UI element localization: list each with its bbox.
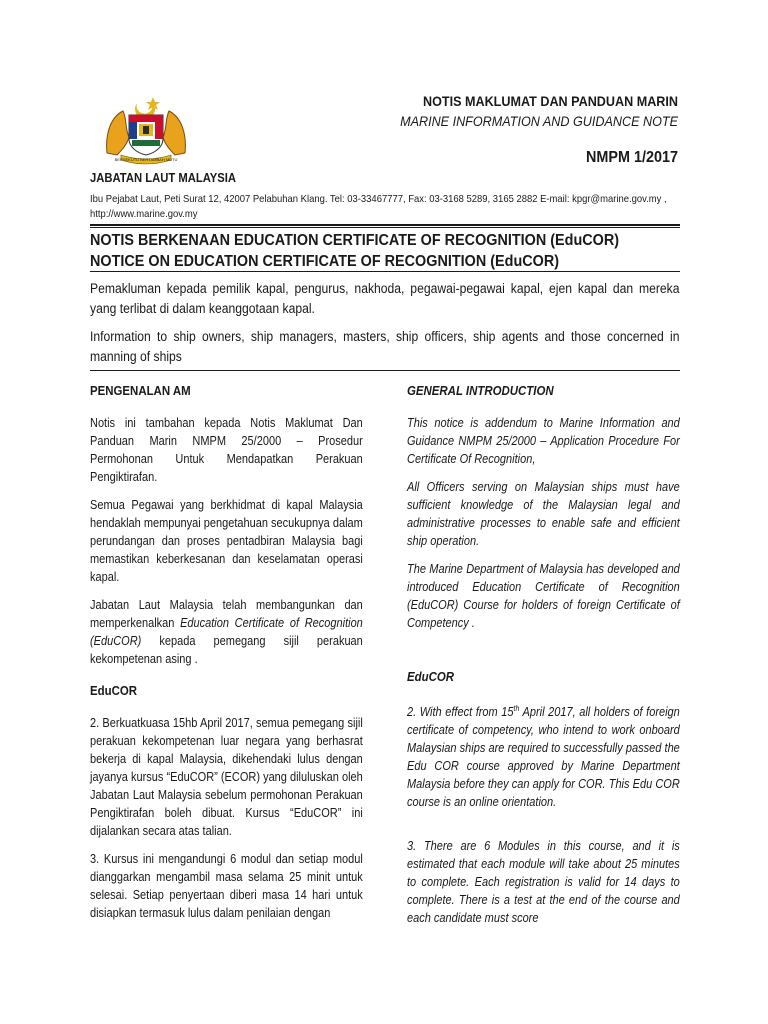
section-heading-educor-ms: EduCOR	[90, 683, 138, 698]
notice-reference-number: NMPM 1/2017	[585, 149, 678, 166]
heading-english: NOTICE ON EDUCATION CERTIFICATE OF RECOGNITION (EduCOR)	[90, 253, 560, 270]
paragraph: Semua Pegawai yang berkhidmat di kapal Malaysia hendaklah mempunyai pengetahuan secukupnya dalam perundangan dan proses pentadbiran Malaysia bagi memastikan keberkesanan dan keselamatan operasi kapal.	[90, 498, 363, 584]
divider-intro	[90, 370, 680, 371]
paragraph: This notice is addendum to Marine Information and Guidance NMPM 25/2000 – Application Procedure For Certificate Of Recognition,	[407, 416, 680, 466]
text-span: April 2017, all holders of foreign certificate of competency, who intend to work onboard Malaysian ships are required to successfully passed the Edu COR course approved by Marine Department Malaysia before they can apply for COR. This Edu COR course is an online orientation.	[407, 705, 680, 810]
department-address	[90, 192, 684, 222]
svg-text:BERSEKUTU BERTAMBAH MUTU: BERSEKUTU BERTAMBAH MUTU	[114, 157, 178, 162]
divider-heading	[90, 271, 680, 272]
heading-malay: NOTIS BERKENAAN EDUCATION CERTIFICATE OF RECOGNITION (EduCOR)	[90, 232, 620, 249]
paragraph: All Officers serving on Malaysian ships must have sufficient knowledge of the Malaysian legal and administrative processes to enable safe and efficient ship operation.	[407, 480, 680, 548]
malaysia-crest-logo	[103, 93, 189, 165]
section-heading-general-ms: PENGENALAN AM	[90, 383, 191, 398]
superscript: th	[513, 704, 520, 713]
address-text: Ibu Pejabat Laut, Peti Surat 12, 42007 Pelabuhan Klang. Tel: 03-33467777, Fax: 03-3168 5289, 3165 2882 E-mail: kpgr@marine.gov.my ,	[90, 193, 667, 205]
notice-title-english: MARINE INFORMATION AND GUIDANCE NOTE	[400, 113, 678, 129]
text-span: 2. With effect from 15	[407, 705, 514, 720]
paragraph: The Marine Department of Malaysia has developed and introduced Education Certificate of Recognition (EduCOR) Course for holders of foreign Certificate of Competency .	[407, 562, 680, 630]
section-heading-general-en: GENERAL INTRODUCTION	[407, 383, 554, 398]
intro-malay: Pemakluman kepada pemilik kapal, pengurus, nakhoda, pegawai-pegawai kapal, ejen kapal dan mereka yang terlibat di dalam keanggotaan kapal.	[90, 281, 680, 316]
paragraph: 2. Berkuatkuasa 15hb April 2017, semua pemegang sijil perakuan kekompetenan luar negara yang berhasrat bekerja di kapal Malaysia, dikehendaki lulus dengan jayanya kursus “EduCOR” (ECOR) yang diluluskan oleh Jabatan Laut Malaysia sebelum permohonan Perakuan Pengiktirafan boleh dibuat. Kursus “EduCOR” ini dijalankan secara atas talian.	[90, 716, 363, 838]
column-malay	[90, 382, 363, 932]
text-span: Jabatan Laut Malaysia telah membangunkan dan memperkenalkan	[90, 598, 363, 630]
column-english	[407, 382, 680, 937]
paragraph	[407, 700, 680, 811]
text-span-italic: Education Certificate of Recognition (EduCOR)	[90, 616, 363, 648]
text-span: kepada pemegang sijil perakuan kekompetenan asing .	[90, 634, 363, 666]
website-link[interactable]: http://www.marine.gov.my	[90, 208, 198, 220]
paragraph: 3. Kursus ini mengandungi 6 modul dan setiap modul dianggarkan mengambil masa selama 25 minit untuk selesai. Setiap penyertaan diberi masa 14 hari untuk disiapkan termasuk lulus dalam penilaian dengan	[90, 852, 363, 920]
notice-title-malay: NOTIS MAKLUMAT DAN PANDUAN MARIN	[422, 93, 678, 109]
section-heading-educor-en: EduCOR	[407, 669, 455, 684]
intro-english: Information to ship owners, ship managers, masters, ship officers, ship agents and those concerned in manning of ships	[90, 329, 680, 364]
divider-top	[90, 224, 680, 228]
paragraph: 3. There are 6 Modules in this course, and it is estimated that each module will take about 25 minutes to complete. Each registration is valid for 14 days to complete. There is a test at the end of the course and each candidate must score	[407, 839, 680, 926]
department-name: JABATAN LAUT MALAYSIA	[90, 171, 237, 185]
notice-heading	[90, 230, 666, 272]
paragraph	[90, 596, 363, 668]
paragraph: Notis ini tambahan kepada Notis Maklumat Dan Panduan Marin NMPM 25/2000 – Prosedur Permohonan Untuk Mendapatkan Perakuan Pengiktirafan.	[90, 416, 363, 484]
